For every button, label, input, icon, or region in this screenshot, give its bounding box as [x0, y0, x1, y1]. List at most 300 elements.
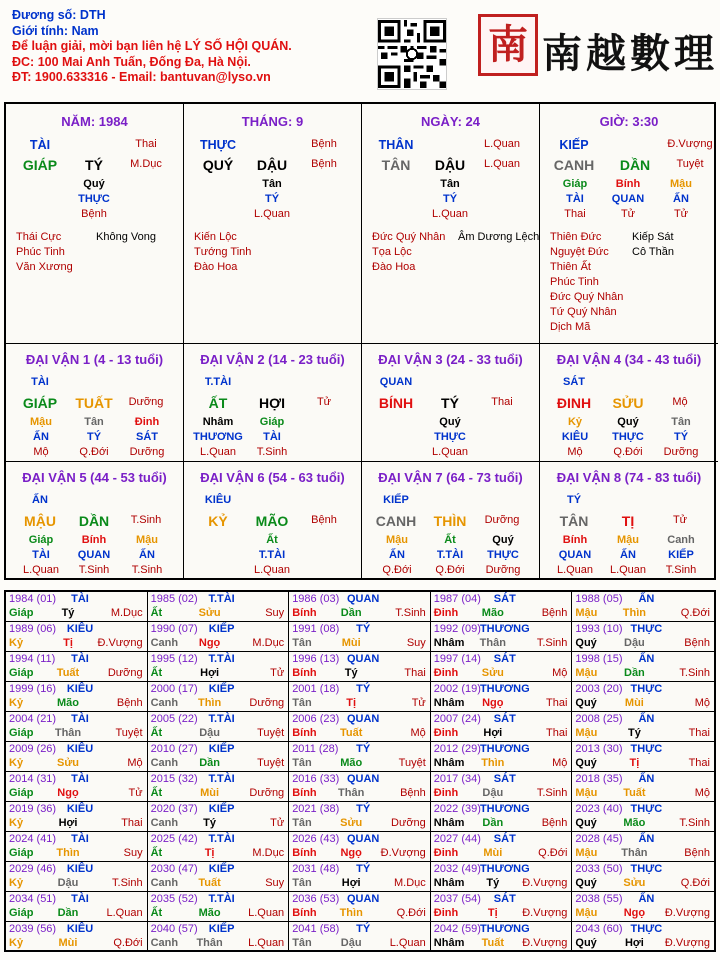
year-label: 2036 (53) [292, 893, 340, 905]
year-label: 2043 (60) [575, 923, 623, 935]
annual-cell [6, 652, 148, 682]
hidden-god: ẤN [389, 549, 405, 561]
stage-label: Bệnh [311, 514, 337, 526]
hidden-stage: L.Quan [556, 564, 594, 576]
year-branch: Mùi [58, 937, 78, 949]
star-label: Đào Hoa [194, 261, 238, 273]
year-label: 2010 (27) [150, 743, 198, 755]
stage-label: Tử [316, 396, 332, 408]
annual-cell [572, 892, 714, 922]
year-label: 2002 (19) [433, 683, 481, 695]
branch-stage: L.Quan [483, 158, 521, 170]
year-stem: Canh [150, 937, 179, 949]
stage-label: Mộ [410, 727, 426, 739]
year-branch: Tuất [481, 937, 504, 949]
stage-label: Mộ [672, 396, 688, 408]
year-stem: Quý [575, 937, 597, 949]
ten-god-label: THỰC [630, 623, 663, 635]
stage-label: Bệnh [684, 847, 710, 859]
year-label: 2037 (54) [433, 893, 481, 905]
hidden-god: T.TÀI [258, 549, 286, 561]
annual-cell [6, 772, 148, 802]
year-label: 2032 (49) [433, 863, 481, 875]
hidden-god: TÀI [566, 193, 584, 205]
year-stem: Kỷ [9, 697, 24, 709]
stage-label: Suy [123, 847, 143, 859]
year-branch: Dần [340, 607, 362, 619]
year-label: 2029 (46) [9, 863, 57, 875]
star-label: Kiếp Sát [632, 231, 674, 243]
year-branch: Tị [63, 637, 73, 649]
annual-cell [431, 742, 573, 772]
stage-label: Đ.Vượng [97, 637, 143, 649]
annual-cell [431, 922, 573, 952]
ten-god-label: T.TÀI [204, 376, 232, 388]
stage-label: Mộ [694, 697, 710, 709]
ten-god-label: TÝ [356, 683, 371, 695]
star-label: Tứ Quý Nhân [550, 306, 617, 318]
annual-cell [6, 742, 148, 772]
ten-god-label: ẤN [638, 653, 655, 665]
annual-cell [289, 742, 431, 772]
ten-god-label: T.TÀI [208, 713, 235, 725]
ten-god-label: TÀI [29, 138, 51, 152]
year-branch: Thìn [481, 757, 505, 769]
annual-cell [148, 622, 290, 652]
star-label: Thái Cực [16, 231, 62, 243]
contact-note: Để luận giải, mời bạn liên hệ LÝ SỐ HỘI QUÁN. [12, 39, 292, 54]
annual-cell [431, 862, 573, 892]
hidden-stage: T.Sinh [665, 564, 697, 576]
brand-text: 南越數理 [542, 30, 718, 77]
ten-god-label: QUAN [379, 376, 413, 388]
stage-label: Bệnh [116, 697, 143, 709]
hidden-stem: Quý [492, 534, 514, 546]
ten-god-label: SÁT [493, 713, 516, 725]
annual-cell [148, 862, 290, 892]
hidden-god: THƯƠNG [193, 431, 243, 443]
dai-van-6 [184, 462, 362, 580]
earthly-branch: DẦN [619, 157, 651, 173]
year-branch: Ngọ [340, 847, 362, 859]
hidden-stem: Quý [617, 416, 639, 428]
branch-stage: M.Dục [130, 158, 162, 170]
year-label: 1984 (01) [9, 593, 57, 605]
stage-label: Q.Đới [396, 907, 426, 919]
ten-god-label: KIẾP [383, 494, 409, 506]
hidden-stem: Ất [266, 534, 278, 546]
stage-label: Đ.Vượng [522, 937, 568, 949]
year-stem: Giáp [9, 607, 34, 619]
year-stem: Quý [575, 697, 597, 709]
year-label: 1996 (13) [292, 653, 340, 665]
ten-god-label: THÂN [378, 138, 414, 152]
ten-god-label: THƯƠNG [479, 803, 530, 815]
year-stem: Nhâm [433, 757, 465, 769]
year-label: 2004 (21) [9, 713, 57, 725]
ten-god-label: TÀI [71, 833, 89, 845]
year-label: 2020 (37) [150, 803, 198, 815]
annual-cell [6, 892, 148, 922]
annual-cell [148, 652, 290, 682]
ten-god-label: KIÊU [66, 803, 94, 815]
stage-label: M.Dục [394, 877, 426, 889]
annual-cell [148, 922, 290, 952]
ten-god-label: ẤN [638, 593, 655, 605]
stage-label: T.Sinh [536, 787, 568, 799]
hidden-god: QUAN [558, 549, 592, 561]
stage-label: T.Sinh [130, 514, 162, 526]
year-branch: Tị [346, 697, 357, 709]
star-label: Đức Quý Nhân [372, 231, 446, 243]
year-label: 2030 (47) [150, 863, 198, 875]
year-branch: Sửu [56, 757, 80, 769]
year-stem: Đinh [433, 907, 459, 919]
year-branch: Mão [340, 757, 363, 769]
year-branch: Mão [198, 907, 221, 919]
year-label: 2008 (25) [575, 713, 623, 725]
stage-label: Tử [411, 697, 426, 709]
year-branch: Tý [61, 607, 75, 619]
year-branch: Hợi [624, 937, 644, 949]
year-label: 2028 (45) [575, 833, 623, 845]
stage-label: L.Quan [248, 937, 285, 949]
dai-van-3 [362, 344, 540, 462]
hidden-god: T.TÀI [436, 549, 464, 561]
year-stem: Tân [292, 757, 312, 769]
stage-label: T.Sinh [679, 817, 710, 829]
star-label: Tọa Lộc [372, 246, 412, 258]
hidden-stage: L.Quan [431, 208, 469, 220]
hidden-stage: Q.Đới [79, 446, 109, 458]
year-label: 2005 (22) [150, 713, 198, 725]
star-label: Tướng Tinh [194, 246, 252, 258]
year-branch: Sửu [340, 817, 363, 829]
ten-god-label: QUAN [346, 653, 380, 665]
hidden-stage: Mộ [33, 446, 49, 458]
year-label: 2033 (50) [575, 863, 623, 875]
hidden-stage: T.Sinh [78, 564, 110, 576]
annual-cell [431, 712, 573, 742]
hidden-stage: T.Sinh [131, 564, 163, 576]
stage-label: Tuyệt [257, 757, 285, 769]
year-label: 2006 (23) [292, 713, 340, 725]
ten-god-label: KIẾP [208, 863, 235, 875]
earthly-branch: MÃO [255, 513, 289, 529]
star-label: Phúc Tinh [16, 246, 65, 258]
star-label: Dịch Mã [550, 321, 591, 333]
year-label: 1991 (08) [292, 623, 340, 635]
hidden-god: TÝ [442, 193, 458, 205]
ten-god-label: THỰC [199, 138, 237, 152]
stage-label: Thai [688, 727, 710, 739]
year-stem: Nhâm [433, 637, 465, 649]
annual-cell [148, 742, 290, 772]
ten-god-label: T.TÀI [208, 773, 235, 785]
annual-cell [289, 592, 431, 622]
year-branch: Mùi [483, 847, 503, 859]
annual-cell [431, 892, 573, 922]
hidden-stem: Tân [84, 416, 104, 428]
year-branch: Hợi [341, 877, 361, 889]
annual-cell [572, 772, 714, 802]
stage-label: Bệnh [541, 817, 568, 829]
year-stem: Giáp [9, 907, 34, 919]
stage-label: Bệnh [400, 787, 426, 799]
annual-cell [431, 802, 573, 832]
annual-cell [431, 772, 573, 802]
year-stem: Kỷ [9, 757, 24, 769]
hidden-stem: Bính [615, 178, 641, 190]
star-label: Phúc Tinh [550, 276, 599, 288]
ten-god-label: TÀI [71, 593, 89, 605]
annual-cell [431, 682, 573, 712]
earthly-branch: SỬU [612, 395, 644, 411]
ten-god-label: ẤN [638, 713, 655, 725]
year-branch: Ngọ [623, 907, 646, 919]
stage-label: L.Quan [248, 907, 285, 919]
year-branch: Dần [482, 817, 504, 829]
year-label: 2031 (48) [292, 863, 340, 875]
year-branch: Thìn [197, 697, 222, 709]
stage-label: T.Sinh [679, 667, 710, 679]
earthly-branch: HỢI [259, 395, 285, 411]
year-stem: Đinh [433, 847, 459, 859]
hidden-stem: Tân [671, 416, 691, 428]
annual-cell [148, 802, 290, 832]
year-stem: Quý [575, 877, 597, 889]
year-label: 2011 (28) [292, 743, 339, 755]
annual-cell [148, 832, 290, 862]
stage-label: Tuyệt [257, 727, 285, 739]
annual-cell [148, 682, 290, 712]
stage-label: Tử [128, 787, 143, 799]
hidden-stem: Mậu [30, 416, 52, 428]
stage-label: L.Quan [389, 937, 426, 949]
ten-god-label: ẤN [638, 773, 655, 785]
annual-cell [572, 712, 714, 742]
heavenly-stem: GIÁP [22, 157, 58, 173]
chart-grid [4, 102, 716, 580]
hidden-god: TÀI [32, 549, 50, 561]
annual-cell [289, 682, 431, 712]
year-stem: Canh [150, 817, 179, 829]
dai-van-title: ĐẠI VẬN 3 (24 - 33 tuổi) [378, 352, 523, 367]
stage-label: M.Dục [252, 847, 285, 859]
year-branch: Tị [629, 757, 640, 769]
header-info [12, 8, 292, 86]
year-label: 2015 (32) [150, 773, 198, 785]
hidden-stem: Mậu [136, 534, 158, 546]
earthly-branch: DẦN [78, 513, 110, 529]
stage-label: Dưỡng [128, 396, 164, 408]
stage-label: Tử [270, 667, 285, 679]
pillar-title: THÁNG: 9 [241, 114, 304, 129]
brand-logo [478, 14, 718, 76]
hidden-stem: Kỷ [567, 416, 583, 428]
hidden-stage: Q.Đới [382, 564, 412, 576]
hidden-stem: Bính [562, 534, 588, 546]
annual-cell [289, 862, 431, 892]
dai-van-title: ĐẠI VẬN 5 (44 - 53 tuổi) [22, 470, 167, 485]
year-label: 2013 (30) [575, 743, 623, 755]
year-branch: Ngọ [57, 787, 79, 799]
year-branch: Tý [486, 877, 500, 889]
year-label: 1990 (07) [150, 623, 198, 635]
ten-god-label: THỰC [630, 803, 663, 815]
year-label: 1992 (09) [433, 623, 481, 635]
year-branch: Tuất [56, 667, 80, 679]
hidden-god: QUAN [77, 549, 111, 561]
year-stem: Kỷ [9, 877, 24, 889]
ten-god-label: KIÊU [204, 494, 232, 506]
hidden-god: TÝ [264, 193, 280, 205]
annual-cell [572, 832, 714, 862]
hidden-stem: Mậu [670, 178, 692, 190]
hidden-stem: Giáp [259, 416, 285, 428]
year-stem: Ất [150, 607, 163, 619]
hidden-stem: Tân [440, 178, 460, 190]
hidden-god: QUAN [611, 193, 645, 205]
year-stem: Ất [150, 787, 163, 799]
stage-label: Thai [121, 817, 143, 829]
stage-label: Mộ [552, 757, 568, 769]
year-stem: Quý [575, 757, 597, 769]
year-stem: Đinh [433, 787, 459, 799]
dai-van-title: ĐẠI VẬN 1 (4 - 13 tuổi) [25, 352, 164, 367]
annual-cell [6, 592, 148, 622]
year-stem: Ất [150, 727, 163, 739]
ten-god-label: TÝ [566, 494, 582, 506]
ten-god-label: TÀI [71, 713, 89, 725]
heavenly-stem: KỶ [208, 513, 228, 529]
dai-van-5 [6, 462, 184, 580]
hidden-god: ẤN [620, 549, 636, 561]
year-branch: Sửu [481, 667, 504, 679]
year-branch: Tý [203, 817, 217, 829]
ten-god-label: SÁT [493, 773, 516, 785]
year-stem: Tân [292, 937, 312, 949]
year-stem: Giáp [9, 727, 34, 739]
ten-god-label: SÁT [493, 833, 516, 845]
stage-label: Bệnh [541, 607, 568, 619]
dai-van-title: ĐẠI VẬN 4 (34 - 43 tuổi) [556, 352, 702, 367]
annual-cell [6, 622, 148, 652]
year-branch: Thân [479, 637, 506, 649]
ten-god-label: KIÊU [66, 863, 94, 875]
year-branch: Thìn [622, 607, 646, 619]
year-branch: Tuất [623, 787, 646, 799]
year-branch: Thìn [56, 847, 80, 859]
ten-god-label: QUAN [346, 713, 380, 725]
pillar-title: NĂM: 1984 [61, 114, 128, 129]
year-stem: Canh [150, 697, 179, 709]
year-stem: Mậu [575, 847, 598, 859]
ten-god-label: THỰC [630, 743, 663, 755]
star-label: Kiến Lộc [194, 231, 237, 243]
ten-god-label: KIẾP [208, 683, 235, 695]
annual-cell [148, 772, 290, 802]
annual-cell [6, 682, 148, 712]
star-label: Cô Thần [632, 246, 674, 258]
year-branch: Dậu [340, 937, 362, 949]
year-stem: Tân [292, 637, 312, 649]
year-branch: Hợi [58, 817, 78, 829]
year-stem: Kỷ [9, 637, 24, 649]
stage-label: Đ.Vượng [664, 907, 710, 919]
year-stem: Mậu [575, 787, 598, 799]
ten-god-label: KIẾP [559, 138, 589, 152]
annual-cell [572, 682, 714, 712]
stage-label: Suy [265, 607, 285, 619]
year-label: 1985 (02) [150, 593, 198, 605]
star-label: Đức Quý Nhân [550, 291, 624, 303]
star-label: Thiên Đức [550, 231, 602, 243]
hidden-god: THỰC [78, 193, 110, 205]
stage-label: M.Dục [252, 637, 285, 649]
annual-cell [289, 772, 431, 802]
star-label: Không Vong [96, 231, 156, 243]
annual-cell [572, 862, 714, 892]
ten-god-label: TÀI [71, 653, 89, 665]
hidden-stage: L.Quan [22, 564, 60, 576]
year-branch: Hợi [200, 667, 220, 679]
stage-label: Tuyệt [398, 757, 426, 769]
ten-god-label: THƯƠNG [479, 683, 530, 695]
ten-god-label: T.TÀI [208, 593, 235, 605]
stage-label: Thai [545, 697, 568, 709]
hidden-stage: L.Quan [253, 564, 291, 576]
annual-table [4, 590, 716, 952]
pillar-title: GIỜ: 3:30 [599, 114, 659, 129]
stage-label: Dưỡng [391, 817, 426, 829]
hidden-god: ẤN [139, 549, 155, 561]
annual-cell [148, 892, 290, 922]
year-label: 1997 (14) [433, 653, 481, 665]
stage-label: Dưỡng [249, 787, 285, 799]
year-stem: Canh [150, 637, 179, 649]
year-branch: Mùi [624, 697, 644, 709]
hidden-stage: Dưỡng [663, 446, 699, 458]
hidden-stem: Nhâm [202, 416, 234, 428]
stage-label: Suy [406, 637, 426, 649]
year-label: 1989 (06) [9, 623, 57, 635]
ten-god-label: KIẾP [208, 623, 235, 635]
gender: Giới tính: Nam [12, 23, 99, 38]
ten-god-label: KIẾP [208, 923, 235, 935]
ten-god-label: ẤN [638, 893, 655, 905]
annual-cell [289, 892, 431, 922]
annual-cell [289, 622, 431, 652]
earthly-branch: DẬU [256, 157, 288, 173]
year-label: 2035 (52) [150, 893, 198, 905]
hidden-stage: Bệnh [81, 208, 107, 220]
year-stem: Đinh [433, 607, 459, 619]
year-stem: Bính [292, 727, 317, 739]
stage-label: Tuyệt [115, 727, 143, 739]
hidden-stage: L.Quan [253, 208, 291, 220]
earthly-branch: TUẤT [75, 395, 113, 411]
year-stem: Ất [150, 667, 163, 679]
hidden-stage: Thai [564, 208, 586, 220]
year-branch: Ngọ [198, 637, 221, 649]
heavenly-stem: CANH [553, 157, 595, 173]
year-stem: Đinh [433, 727, 459, 739]
year-label: 2026 (43) [292, 833, 340, 845]
heavenly-stem: CANH [375, 513, 417, 529]
stage-label: Bệnh [684, 637, 710, 649]
year-stem: Đinh [433, 667, 459, 679]
